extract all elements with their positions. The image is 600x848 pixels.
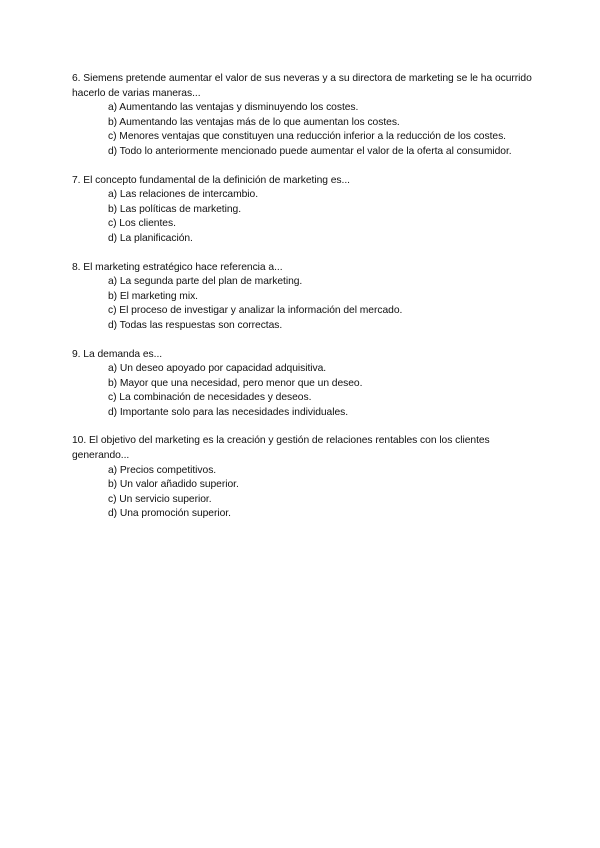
- question-7: [72, 174, 532, 247]
- question-stem: 8. El marketing estratégico hace referencia a...: [72, 261, 283, 273]
- question-stem: 9. La demanda es...: [72, 348, 163, 360]
- answer-options: [72, 464, 532, 522]
- option-a: a) Las relaciones de intercambio.: [108, 189, 259, 201]
- option-b: b) Las políticas de marketing.: [108, 203, 241, 215]
- option-a: a) La segunda parte del plan de marketing.: [108, 276, 303, 288]
- question-10: [72, 434, 532, 522]
- answer-options: [72, 101, 532, 159]
- option-c: c) El proceso de investigar y analizar la información del mercado.: [108, 305, 403, 317]
- option-b: b) Aumentando las ventajas más de lo que aumentan los costes.: [108, 116, 400, 128]
- option-b: b) Un valor añadido superior.: [108, 479, 239, 491]
- answer-options: [72, 188, 532, 246]
- option-c: c) La combinación de necesidades y deseos.: [108, 392, 312, 404]
- option-d: d) Importante solo para las necesidades individuales.: [108, 406, 349, 418]
- question-6: [72, 72, 532, 160]
- question-8: [72, 261, 532, 334]
- option-a: a) Aumentando las ventajas y disminuyendo los costes.: [108, 102, 359, 114]
- option-c: c) Los clientes.: [108, 218, 176, 230]
- question-stem: 7. El concepto fundamental de la definición de marketing es...: [72, 174, 350, 186]
- option-d: d) Todas las respuestas son correctas.: [108, 319, 283, 331]
- option-c: c) Un servicio superior.: [108, 493, 212, 505]
- question-list: [72, 72, 532, 536]
- question-stem: 10. El objetivo del marketing es la creación y gestión de relaciones rentables con los clientes generando...: [72, 435, 490, 462]
- option-d: d) Una promoción superior.: [108, 508, 231, 520]
- option-b: b) Mayor que una necesidad, pero menor que un deseo.: [108, 377, 363, 389]
- option-b: b) El marketing mix.: [108, 290, 198, 302]
- question-stem: 6. Siemens pretende aumentar el valor de sus neveras y a su directora de marketing se le ha ocurrido hacerlo de varias maneras...: [72, 73, 532, 99]
- option-c: c) Menores ventajas que constituyen una reducción inferior a la reducción de los costes.: [108, 131, 506, 143]
- question-9: [72, 348, 532, 421]
- option-a: a) Un deseo apoyado por capacidad adquisitiva.: [108, 363, 327, 375]
- answer-options: [72, 362, 532, 420]
- answer-options: [72, 275, 532, 333]
- option-d: d) La planificación.: [108, 232, 193, 244]
- option-d: d) Todo lo anteriormente mencionado puede aumentar el valor de la oferta al consumidor.: [108, 145, 512, 157]
- option-a: a) Precios competitivos.: [108, 464, 217, 476]
